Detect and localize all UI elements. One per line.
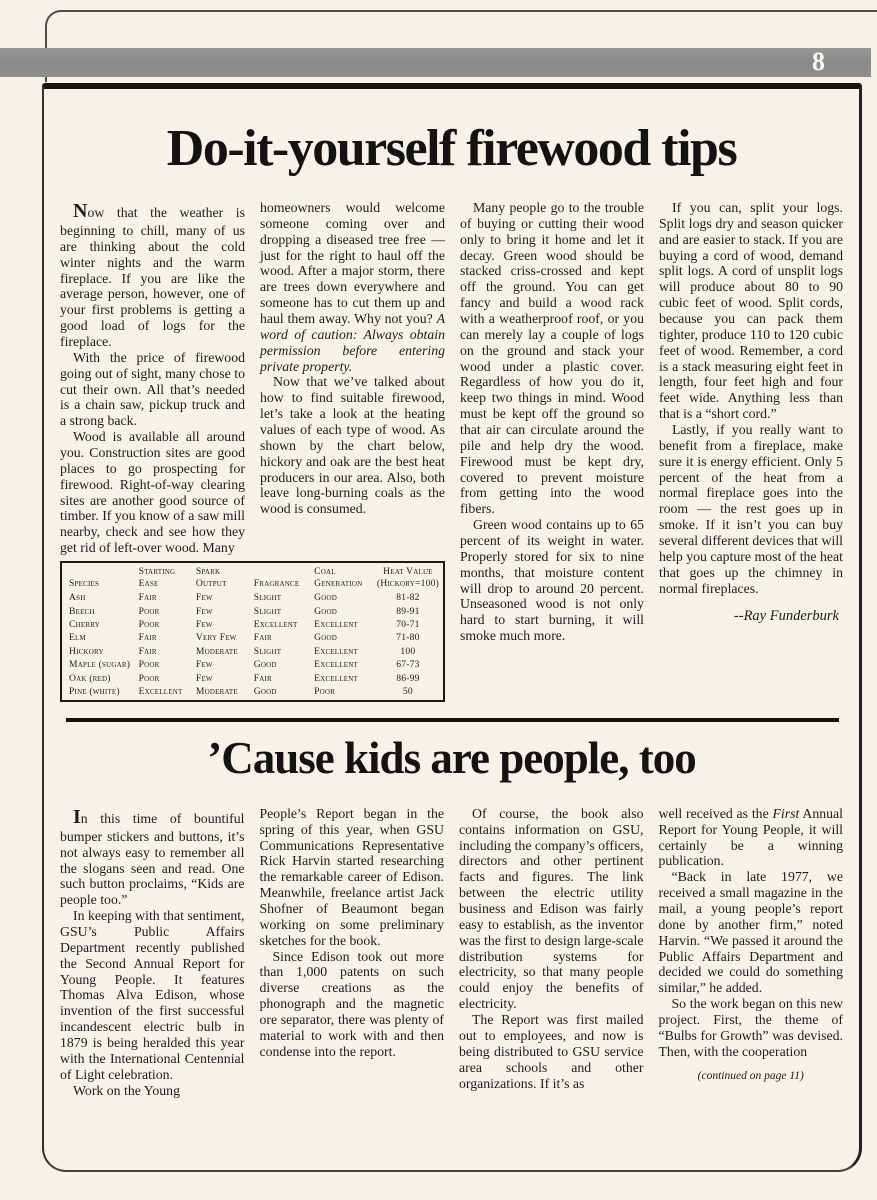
- table-cell: Slight: [253, 592, 282, 604]
- article-column: [460, 200, 644, 702]
- table-row: [61, 632, 444, 645]
- table-cell: Few: [195, 672, 213, 684]
- table-cell: Good: [253, 659, 277, 671]
- paragraph: [60, 806, 245, 908]
- paragraph: [60, 350, 245, 429]
- table-row: [61, 592, 444, 605]
- article1-body: [60, 200, 843, 702]
- table-row: [61, 619, 444, 632]
- article-column: [659, 806, 844, 1099]
- table-cell: Moderate: [195, 686, 238, 698]
- table-cell: Fair: [253, 672, 272, 684]
- paragraph: [260, 806, 445, 949]
- table-cell: 50: [402, 686, 413, 698]
- article2-body: [60, 806, 843, 1099]
- text-run: Wood is available all around you. Construction sites are good places to go prospecting for firewood. Right-of-way clearing sites are another good source of timber. If you know of a saw mill nearby, check and see how they get rid of left-over wood. Many: [60, 429, 245, 556]
- table-header-row: [61, 562, 444, 592]
- table-header-cell: Species: [69, 578, 100, 590]
- page-number-bar: [0, 48, 871, 77]
- text-run: In this time of bountiful bumper stickers and buttons, it’s not always easy to remember all the slogans seen and read. One such button proclaims, “Kids are people too.”: [60, 805, 245, 908]
- text-run: In keeping with that sentiment, GSU’s Public Affairs Department recently published the Second Annual Report for Young People. It features Thomas Alva Edison, whose invention of the first successful incandescent electric bulb in 1879 is being heralded this year with the International Centennial of Light celebration.: [60, 908, 245, 1082]
- article-column: [260, 200, 445, 556]
- table-cell: Pine (white): [69, 686, 120, 698]
- table-cell: Poor: [138, 659, 160, 671]
- table-cell: Poor: [138, 672, 160, 684]
- table-cell: Poor: [138, 605, 160, 617]
- section-divider: [66, 718, 839, 722]
- table-cell: Excellent: [314, 618, 358, 630]
- paragraph: [459, 1012, 644, 1091]
- text-run: The Report was first mailed out to employees, and now is being distributed to GSU service area schools and other organizations. If it’s as: [459, 1012, 644, 1091]
- text-run: Green wood contains up to 65 percent of its weight in water. Properly stored for six to nine months, that moisture content will drop to around 20 percent. Unseasoned wood is not only hard to start burning, it will smoke much more.: [460, 517, 644, 644]
- text-run: If you can, split your logs. Split logs dry and season quicker and are easier to stack. If you are buying a cord of wood, demand split logs. A cord of unsplit logs will produce about 80 to 90 cubic feet of wood. Split cords, because you can pack them tighter, produce 110 to 120 cubic feet of wood. Remember, a cord is a stack measuring eight feet in length, four feet high and four feet wide. Anything less than that is a “short cord.”: [659, 200, 843, 422]
- text-run: Work on the Young: [73, 1082, 180, 1098]
- paragraph: [659, 422, 843, 596]
- text-run: Many people go to the trouble of buying or cutting their wood only to bring it home and let it decay. Green wood should be stacked criss-crossed and kept off the ground. You can get fancy and build a wood rack with a weatherproof roof, or you can merely lay a couple of logs on the ground and stack your wood under a plastic cover. Regardless of how you do it, keep two things in mind. Wood must be kept off the ground so that air can circulate around the pile and help dry the wood. Firewood must be kept dry, covered to prevent moisture from getting into the wood fibers.: [460, 200, 644, 517]
- table-header-cell: Fragrance: [253, 578, 300, 590]
- table-cell: Cherry: [69, 618, 100, 630]
- article-column: [459, 806, 644, 1099]
- paragraph: [659, 200, 843, 422]
- table-cell: Fair: [253, 632, 272, 644]
- text-run: Now that the weather is beginning to chill, many of us are thinking about the cold winter nights and the warm fireplace. If you are like the average person, however, one of your first problems is getting a good load of logs for the fireplace.: [60, 200, 245, 350]
- article1-columns-1-2: [60, 200, 445, 556]
- paragraph: [460, 200, 644, 517]
- table-cell: 70-71: [396, 618, 420, 630]
- italic-text-run: A word of caution: Always obtain permission before entering private property.: [260, 311, 445, 374]
- text-run: Lastly, if you really want to benefit from a fireplace, make sure it is energy efficient. Only 5 percent of the heat from a normal fireplace goes into the room — the rest goes up in smoke. If it isn’t you can buy several different devices that will help you capture most of the heat that goes up the chimney in normal fireplaces.: [659, 422, 843, 596]
- paragraph: [459, 806, 644, 1012]
- paragraph: [60, 1083, 245, 1099]
- table-cell: Good: [314, 605, 338, 617]
- table-cell: 89-91: [396, 605, 420, 617]
- table-cell: Ash: [69, 592, 86, 604]
- table-cell: Elm: [69, 632, 86, 644]
- table-header-cell: Spark Output: [195, 566, 227, 590]
- paragraph: [60, 908, 245, 1082]
- text-run: So the work began on this new project. First, the theme of “Bulbs for Growth” was devised. Then, with the cooperation: [658, 996, 843, 1059]
- text-run: People’s Report began in the spring of this year, when GSU Communications Representative Rick Harvin started researching the remarkable career of Edison. Meanwhile, freelance artist Jack Shofner of Beaumont began working on some preliminary sketches for the book.: [259, 805, 444, 948]
- article-column: [60, 200, 245, 556]
- paragraph: [60, 200, 245, 350]
- table-cell: Excellent: [314, 672, 358, 684]
- table-cell: Hickory: [69, 645, 104, 657]
- byline: --Ray Funderburk: [733, 608, 839, 625]
- paragraph: [460, 517, 644, 644]
- table-cell: Excellent: [138, 686, 183, 698]
- text-run: homeowners would welcome someone coming over and dropping a diseased tree free — just for the right to haul off the wood. After a major storm, there are trees down everywhere and someone has to cut them up and haul them away. Why not you?: [260, 200, 445, 327]
- table-row: [61, 606, 444, 619]
- table-cell: Fair: [138, 645, 157, 657]
- table-cell: Fair: [138, 592, 157, 604]
- table-cell: Poor: [314, 686, 336, 698]
- paragraph: [260, 200, 445, 374]
- table-cell: 81-82: [396, 592, 420, 604]
- table-cell: Few: [195, 618, 213, 630]
- firewood-table-body: [61, 592, 444, 701]
- text-run: Annual Report for Young People, it will certainly be a winning publication.: [658, 805, 843, 869]
- table-cell: Slight: [253, 605, 282, 617]
- table-cell: Maple (sugar): [69, 659, 131, 671]
- italic-text-run: First: [772, 805, 800, 821]
- firewood-table-head: [61, 562, 444, 592]
- table-cell: Oak (red): [69, 672, 111, 684]
- table-row: [61, 659, 444, 672]
- article-column: [60, 806, 245, 1099]
- text-run: well received as the: [658, 805, 773, 821]
- article1-title: Do-it-yourself firewood tips: [166, 120, 737, 177]
- text-run: With the price of firewood going out of sight, many chose to cut their own. All that’s needed is a chain saw, pickup truck and a strong back.: [60, 349, 245, 429]
- text-run: “Back in late 1977, we received a small magazine in the mail, a young people’s report done by another firm,” noted Harvin. “We passed it around the Public Affairs Department and decided we could do something similar,” he added.: [658, 869, 843, 996]
- article2-title: ’Cause kids are people, too: [207, 732, 696, 783]
- paragraph: [260, 374, 445, 517]
- table-header-cell: Starting Ease: [138, 566, 176, 590]
- table-cell: Few: [195, 592, 213, 604]
- table-row: [61, 673, 444, 686]
- table-cell: Good: [314, 632, 338, 644]
- firewood-table: [60, 561, 445, 702]
- table-cell: 100: [400, 645, 416, 657]
- continued-note: (continued on page 11): [697, 1069, 804, 1082]
- paragraph: [260, 949, 445, 1060]
- table-cell: Few: [195, 605, 213, 617]
- content-box: [42, 83, 862, 1172]
- table-row: [61, 646, 444, 659]
- table-cell: Moderate: [195, 645, 238, 657]
- table-cell: Poor: [138, 618, 160, 630]
- article-column: [659, 200, 843, 702]
- text-run: Now that we’ve talked about how to find suitable firewood, let’s take a look at the heating values of each type of wood. As shown by the chart below, hickory and oak are the best heat producers in our area. Also, both leave long-burning coals as the wood is consumed.: [260, 374, 445, 517]
- table-cell: Good: [253, 686, 277, 698]
- table-cell: 71-80: [396, 632, 420, 644]
- table-cell: Excellent: [253, 618, 298, 630]
- table-cell: Slight: [253, 645, 282, 657]
- article-column: [260, 806, 445, 1099]
- table-cell: Very Few: [195, 632, 237, 644]
- paragraph: [659, 869, 844, 996]
- table-header-cell: Coal Generation: [314, 566, 363, 590]
- table-cell: Few: [195, 659, 213, 671]
- table-cell: Fair: [138, 632, 157, 644]
- table-row: [61, 686, 444, 700]
- table-cell: Excellent: [314, 659, 358, 671]
- text-run: Of course, the book also contains information on GSU, including the company’s officers, directors and other pertinent facts and figures. The link between the electric utility business and Edison was fairly easy to establish, as the inventor was the first to design large-scale distribution systems for electricity, so that many people could enjoy the benefits of electricity.: [459, 805, 644, 1012]
- article1-left-half: [60, 200, 445, 702]
- table-cell: 67-73: [396, 659, 420, 671]
- table-cell: Beech: [69, 605, 95, 617]
- text-run: Since Edison took out more than 1,000 patents on such diverse creations as the phonograph and the magnetic ore separator, there was plenty of material to work with and then condense into the report.: [259, 948, 444, 1059]
- paragraph: [60, 429, 245, 556]
- table-header-cell: Heat Value (Hickory=100): [376, 566, 439, 590]
- table-cell: Good: [314, 592, 338, 604]
- page-number: 8: [812, 47, 825, 76]
- paragraph: [659, 996, 844, 1059]
- table-cell: Excellent: [314, 645, 358, 657]
- table-cell: 86-99: [396, 672, 420, 684]
- paragraph: [659, 806, 844, 869]
